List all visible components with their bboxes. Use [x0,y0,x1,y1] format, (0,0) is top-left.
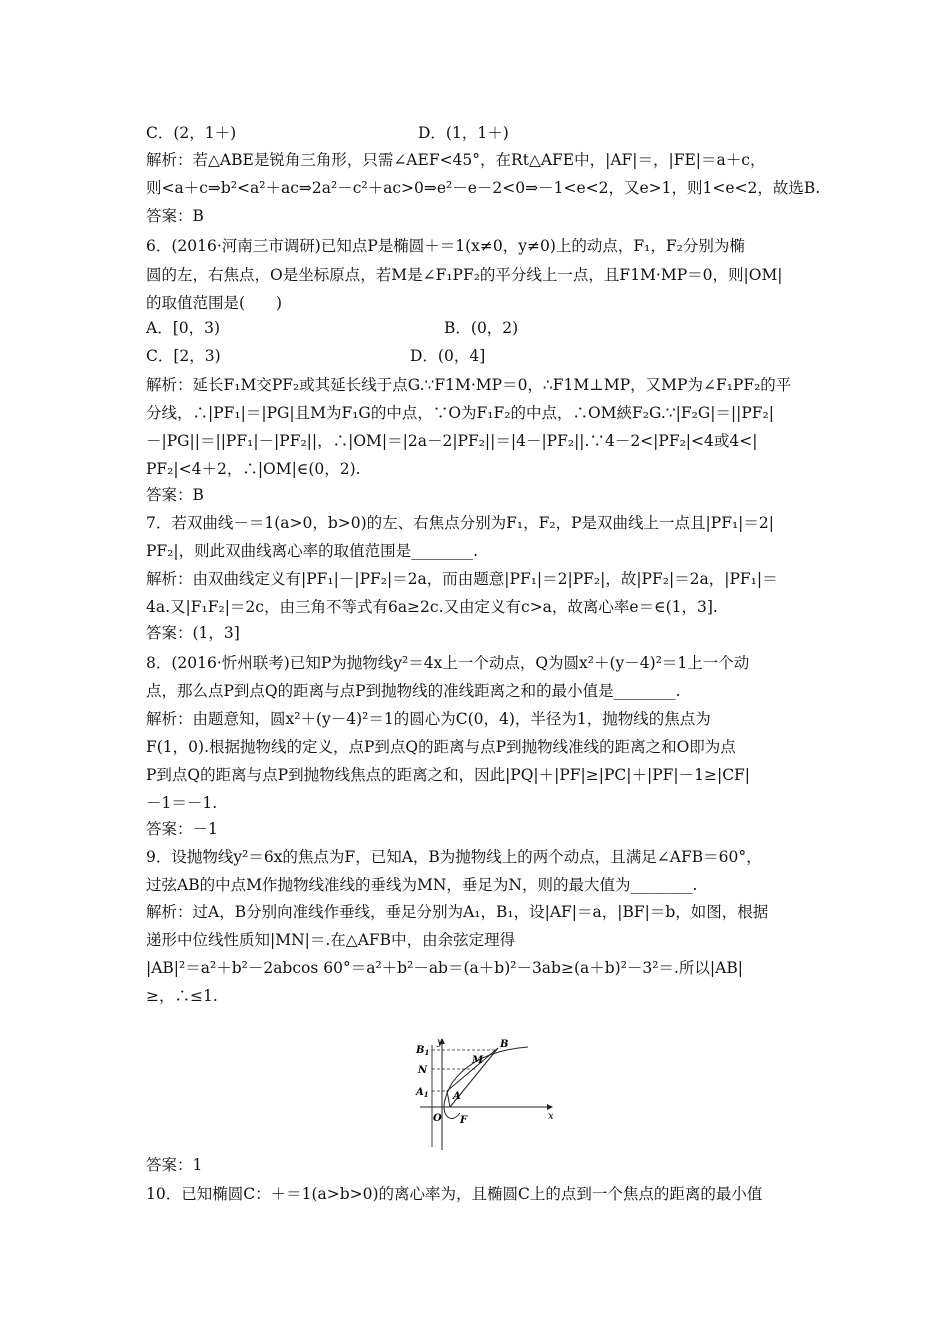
q8-solution-line-1: 解析：由题意知，圆x²＋(y－4)²＝1的圆心为C(0，4)，半径为1，抛物线的焦点为 [146,710,711,728]
q7-stem-line-1: 7．若双曲线－＝1(a>0，b>0)的左、右焦点分别为F₁，F₂，P是双曲线上一点且|PF₁|＝2| [146,514,774,532]
q8-solution-line-3: P到点Q的距离与点P到抛物线焦点的距离之和，因此|PQ|＋|PF|≥|PC|＋|PF|－1≥|CF| [146,766,751,784]
q9-stem-line-1: 9．设抛物线y²＝6x的焦点为F，已知A，B为抛物线上的两个动点，且满足∠AFB＝60°， [146,848,762,866]
q8-stem-line-1: 8．(2016·忻州联考)已知P为抛物线y²＝4x上一个动点，Q为圆x²＋(y－4)²＝1上一个动 [146,654,750,672]
q9-solution-line-2: 递形中位线性质知|MN|＝.在△AFB中，由余弦定理得 [146,931,516,949]
q7-answer: 答案：(1，3] [146,624,240,642]
q6-option-b: B．(0，2) [444,319,519,337]
q8-answer: 答案：－1 [146,820,218,838]
q8-stem-line-2: 点，那么点P到点Q的距离与点P到抛物线的准线距离之和的最小值是________. [146,682,681,700]
q5-solution-line-2: 则<a＋c⇒b²<a²＋ac⇒2a²－c²＋ac>0⇒e²－e－2<0⇒－1<e<2，又e>1，则1<e<2，故选B. [146,179,821,197]
point-a1-label: $A_1$ [416,1087,429,1099]
q10-stem-line-1: 10．已知椭圆C：＋＝1(a>b>0)的离心率为，且椭圆C上的点到一个焦点的距离的最小值 [146,1185,763,1203]
q6-solution-line-4: PF₂|<4＋2，∴|OM|∈(0，2). [146,460,361,478]
x-label: x [548,1111,554,1122]
q6-option-d: D．(0，4] [410,347,486,365]
segment-fa [447,1091,450,1107]
option-d-q5: D．(1，1＋) [418,124,509,142]
parabola-figure [390,1035,560,1155]
q6-solution-line-3: －|PG||＝||PF₁|－|PF₂||，∴|OM|＝|2a－2|PF₂||＝|4－|PF₂||.∵4－2<|PF₂|<4或4<| [146,432,758,450]
q6-answer: 答案：B [146,486,204,504]
q6-option-c: C．[2，3) [146,347,221,365]
q9-answer: 答案：1 [146,1156,203,1174]
q6-solution-line-1: 解析：延长F₁M交PF₂或其延长线于点G.∵F1M·MP＝0，∴F1M⊥MP，又MP为∠F₁PF₂的平 [146,376,792,394]
q5-solution-line-1: 解析：若△ABE是锐角三角形，只需∠AEF<45°，在Rt△AFE中，|AF|＝，|FE|＝a＋c， [146,151,766,169]
q9-solution-line-1: 解析：过A，B分别向准线作垂线，垂足分别为A₁，B₁，设|AF|＝a，|BF|＝b，如图，根据 [146,903,769,921]
point-n-label: N [418,1065,428,1076]
point-m-label: M [472,1055,484,1066]
focus-label: F [460,1115,468,1126]
q6-stem-line-3: 的取值范围是( ) [146,294,283,312]
q8-solution-line-2: F(1，0).根据抛物线的定义，点P到点Q的距离与点P到抛物线准线的距离之和O即为点 [146,738,736,756]
q9-stem-line-2: 过弦AB的中点M作抛物线准线的垂线为MN，垂足为N，则的最大值为________. [146,876,698,894]
point-a-label: A [453,1091,461,1102]
point-b-label: B [500,1039,509,1050]
q7-solution-line-1: 解析：由双曲线定义有|PF₁|－|PF₂|＝2a，而由题意|PF₁|＝2|PF₂|，故|PF₂|＝2a，|PF₁|＝ [146,570,778,588]
parabola-diagram [390,1035,560,1155]
q6-stem-line-1: 6．(2016·河南三市调研)已知点P是椭圆＋＝1(x≠0，y≠0)上的动点，F₁，F₂分别为椭 [146,237,745,255]
q5-answer: 答案：B [146,207,204,225]
q9-solution-line-4: ≥，∴≤1. [146,987,218,1005]
q8-solution-line-4: －1＝－1. [146,794,218,812]
q6-solution-line-2: 分线，∴|PF₁|＝|PG|且M为F₁G的中点，∵O为F₁F₂的中点，∴OM綊F₂G.∵|F₂G|＝||PF₂| [146,404,774,422]
origin-label: O [433,1113,442,1124]
q9-solution-line-3: |AB|²＝a²＋b²－2abcos 60°＝a²＋b²－ab＝(a＋b)²－3ab≥(a＋b)²－3²＝.所以|AB| [146,959,743,977]
q7-stem-line-2: PF₂|，则此双曲线离心率的取值范围是________. [146,542,479,560]
point-b1-label: $B_1$ [416,1045,430,1057]
q6-stem-line-2: 圆的左，右焦点，O是坐标原点，若M是∠F₁PF₂的平分线上一点，且F1M·MP＝0，则|OM| [146,266,783,284]
y-label: y [437,1037,443,1048]
option-c-q5: C．(2，1＋) [146,124,237,142]
q6-option-a: A．[0，3) [146,319,221,337]
q7-solution-line-2: 4a.又|F₁F₂|＝2c，由三角不等式有6a≥2c.又由定义有c>a，故离心率e＝∈(1，3]. [146,598,718,616]
